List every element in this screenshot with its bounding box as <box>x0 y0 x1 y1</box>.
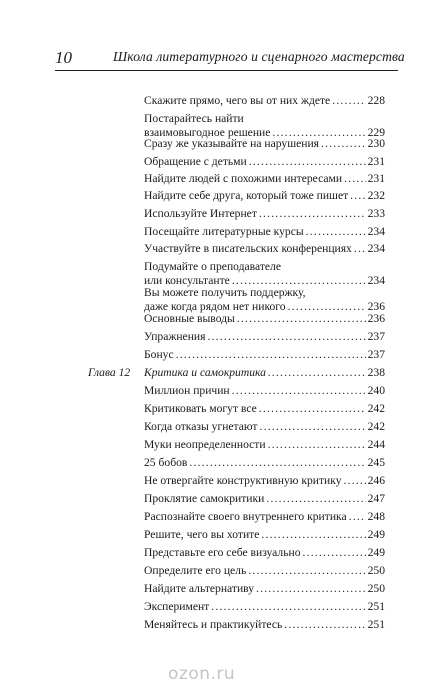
page-ref: 236 <box>367 300 385 313</box>
dot-leader <box>284 618 365 632</box>
toc-line <box>144 286 385 300</box>
toc-entry <box>144 600 385 614</box>
entry-title: Найдите себе друга, который тоже пишет <box>144 189 349 202</box>
toc-entry <box>144 172 385 186</box>
toc-entry <box>144 384 385 398</box>
toc-line <box>144 348 385 362</box>
page-ref: 246 <box>367 474 385 487</box>
dot-leader <box>349 510 366 524</box>
toc-entry <box>144 330 385 344</box>
page-ref: 245 <box>367 456 385 469</box>
toc-entry <box>144 456 385 470</box>
dot-leader <box>344 474 366 488</box>
entry-title: Используйте Интернет <box>144 207 257 220</box>
toc-entry <box>144 438 385 452</box>
dot-leader <box>344 172 366 186</box>
dot-leader <box>237 312 366 326</box>
toc-line <box>144 492 385 506</box>
entry-title: Найдите людей с похожими интересами <box>144 172 343 185</box>
chapter-entry <box>144 366 385 380</box>
entry-title: Представьте его себе визуально <box>144 546 301 559</box>
page-ref: 229 <box>367 126 385 139</box>
toc-line <box>144 618 385 632</box>
toc-line <box>144 456 385 470</box>
dot-leader <box>189 456 365 470</box>
toc-entry <box>144 618 385 632</box>
dot-leader <box>232 384 366 398</box>
entry-title: Муки неопределенности <box>144 438 266 451</box>
toc-line <box>144 172 385 186</box>
page-ref: 231 <box>367 172 385 185</box>
dot-leader <box>266 492 365 506</box>
entry-title: Участвуйте в писательских конференциях <box>144 242 352 255</box>
dot-leader <box>249 155 366 169</box>
toc-entry <box>144 189 385 203</box>
page-ref: 236 <box>367 312 385 325</box>
page-ref: 234 <box>367 274 385 287</box>
entry-title: Найдите альтернативу <box>144 582 255 595</box>
entry-title: Эксперимент <box>144 600 210 613</box>
page-ref: 238 <box>367 366 385 379</box>
entry-title: Проклятие самокритики <box>144 492 265 505</box>
dot-leader <box>321 137 366 151</box>
dot-leader <box>306 225 366 239</box>
toc-line <box>144 242 385 256</box>
toc-line <box>144 438 385 452</box>
watermark: ozon.ru <box>168 664 236 684</box>
toc-entry <box>144 402 385 416</box>
page-ref: 237 <box>367 348 385 361</box>
toc-entry <box>144 420 385 434</box>
dot-leader <box>268 366 366 380</box>
dot-leader <box>256 582 366 596</box>
page-ref: 237 <box>367 330 385 343</box>
entry-title: Критика и самокритика <box>144 366 266 379</box>
toc-entry <box>144 528 385 542</box>
entry-title: Определите его цель <box>144 564 247 577</box>
dot-leader <box>176 348 366 362</box>
toc-entry <box>144 242 385 256</box>
toc-line <box>144 207 385 221</box>
entry-title: 25 бобов <box>144 456 188 469</box>
toc-entry <box>144 137 385 151</box>
toc-line <box>144 546 385 560</box>
toc-line <box>144 528 385 542</box>
toc-line <box>144 330 385 344</box>
entry-title: Сразу же указывайте на нарушения <box>144 137 320 150</box>
page-ref: 248 <box>367 510 385 523</box>
book-title: Школа литературного и сценарного мастерства <box>113 49 405 64</box>
entry-title: Обращение с детьми <box>144 155 247 168</box>
toc-line <box>144 312 385 326</box>
entry-title: Основные выводы <box>144 312 235 325</box>
toc-line <box>144 420 385 434</box>
toc-line <box>144 366 385 380</box>
entry-title: Меняйтесь и практикуйтесь <box>144 618 283 631</box>
page-ref: 250 <box>367 564 385 577</box>
page-ref: 249 <box>367 528 385 541</box>
toc-line <box>144 94 385 108</box>
entry-title: Миллион причин <box>144 384 230 397</box>
entry-title: Постарайтесь найти <box>144 112 244 125</box>
page-ref: 251 <box>367 600 385 613</box>
toc-line <box>144 260 385 274</box>
toc-entry <box>144 510 385 524</box>
entry-title: Не отвергайте конструктивную критику <box>144 474 342 487</box>
entry-title: взаимовыгодное решение <box>144 126 271 139</box>
toc-entry <box>144 474 385 488</box>
dot-leader <box>332 94 365 108</box>
entry-title: Распознайте своего внутреннего критика <box>144 510 347 523</box>
page-ref: 242 <box>367 420 385 433</box>
toc-line <box>144 402 385 416</box>
toc-line <box>144 189 385 203</box>
toc-entry <box>144 94 385 108</box>
dot-leader <box>260 420 366 434</box>
toc-line <box>144 564 385 578</box>
toc-entry <box>144 286 385 314</box>
toc-line <box>144 112 385 126</box>
entry-title: Решите, чего вы хотите <box>144 528 260 541</box>
dot-leader <box>268 438 366 452</box>
page-number: 10 <box>55 48 72 67</box>
toc-line <box>144 137 385 151</box>
dot-leader <box>207 330 365 344</box>
page-ref: 249 <box>367 546 385 559</box>
dot-leader <box>261 528 365 542</box>
entry-title: Критиковать могут все <box>144 402 257 415</box>
entry-title: Упражнения <box>144 330 206 343</box>
page-ref: 244 <box>367 438 385 451</box>
dot-leader <box>354 242 366 256</box>
dot-leader <box>350 189 365 203</box>
toc-entry <box>144 207 385 221</box>
toc-line <box>144 582 385 596</box>
toc-entry <box>144 260 385 288</box>
dot-leader <box>248 564 365 578</box>
toc-entry <box>144 582 385 596</box>
page-ref: 228 <box>367 94 385 107</box>
page-ref: 251 <box>367 618 385 631</box>
toc-entry <box>144 225 385 239</box>
toc-entry <box>144 546 385 560</box>
toc-entry <box>144 112 385 140</box>
entry-title: Посещайте литературные курсы <box>144 225 304 238</box>
chapter-label: Глава 12 <box>88 366 131 379</box>
toc-line <box>144 510 385 524</box>
toc-line <box>144 474 385 488</box>
page-ref: 250 <box>367 582 385 595</box>
toc-entry <box>144 492 385 506</box>
dot-leader <box>259 207 366 221</box>
toc-entry <box>144 155 385 169</box>
entry-title: Когда отказы угнетают <box>144 420 258 433</box>
page-ref: 240 <box>367 384 385 397</box>
toc-entry <box>144 348 385 362</box>
dot-leader <box>211 600 365 614</box>
toc-entry <box>144 564 385 578</box>
page-ref: 234 <box>367 225 385 238</box>
page-ref: 231 <box>367 155 385 168</box>
toc-entry <box>144 312 385 326</box>
dot-leader <box>259 402 366 416</box>
page-ref: 234 <box>367 242 385 255</box>
page-ref: 242 <box>367 402 385 415</box>
toc-line <box>144 384 385 398</box>
entry-title: Вы можете получить поддержку, <box>144 286 306 299</box>
page-ref: 230 <box>367 137 385 150</box>
toc-line <box>144 225 385 239</box>
toc-line <box>144 600 385 614</box>
entry-title: Скажите прямо, чего вы от них ждете <box>144 94 331 107</box>
entry-title: или консультанте <box>144 274 230 287</box>
page-ref: 233 <box>367 207 385 220</box>
entry-title: даже когда рядом нет никого <box>144 300 286 313</box>
page-ref: 232 <box>367 189 385 202</box>
dot-leader <box>303 546 366 560</box>
toc-line <box>144 155 385 169</box>
page-ref: 247 <box>367 492 385 505</box>
entry-title: Бонус <box>144 348 174 361</box>
entry-title: Подумайте о преподавателе <box>144 260 281 273</box>
